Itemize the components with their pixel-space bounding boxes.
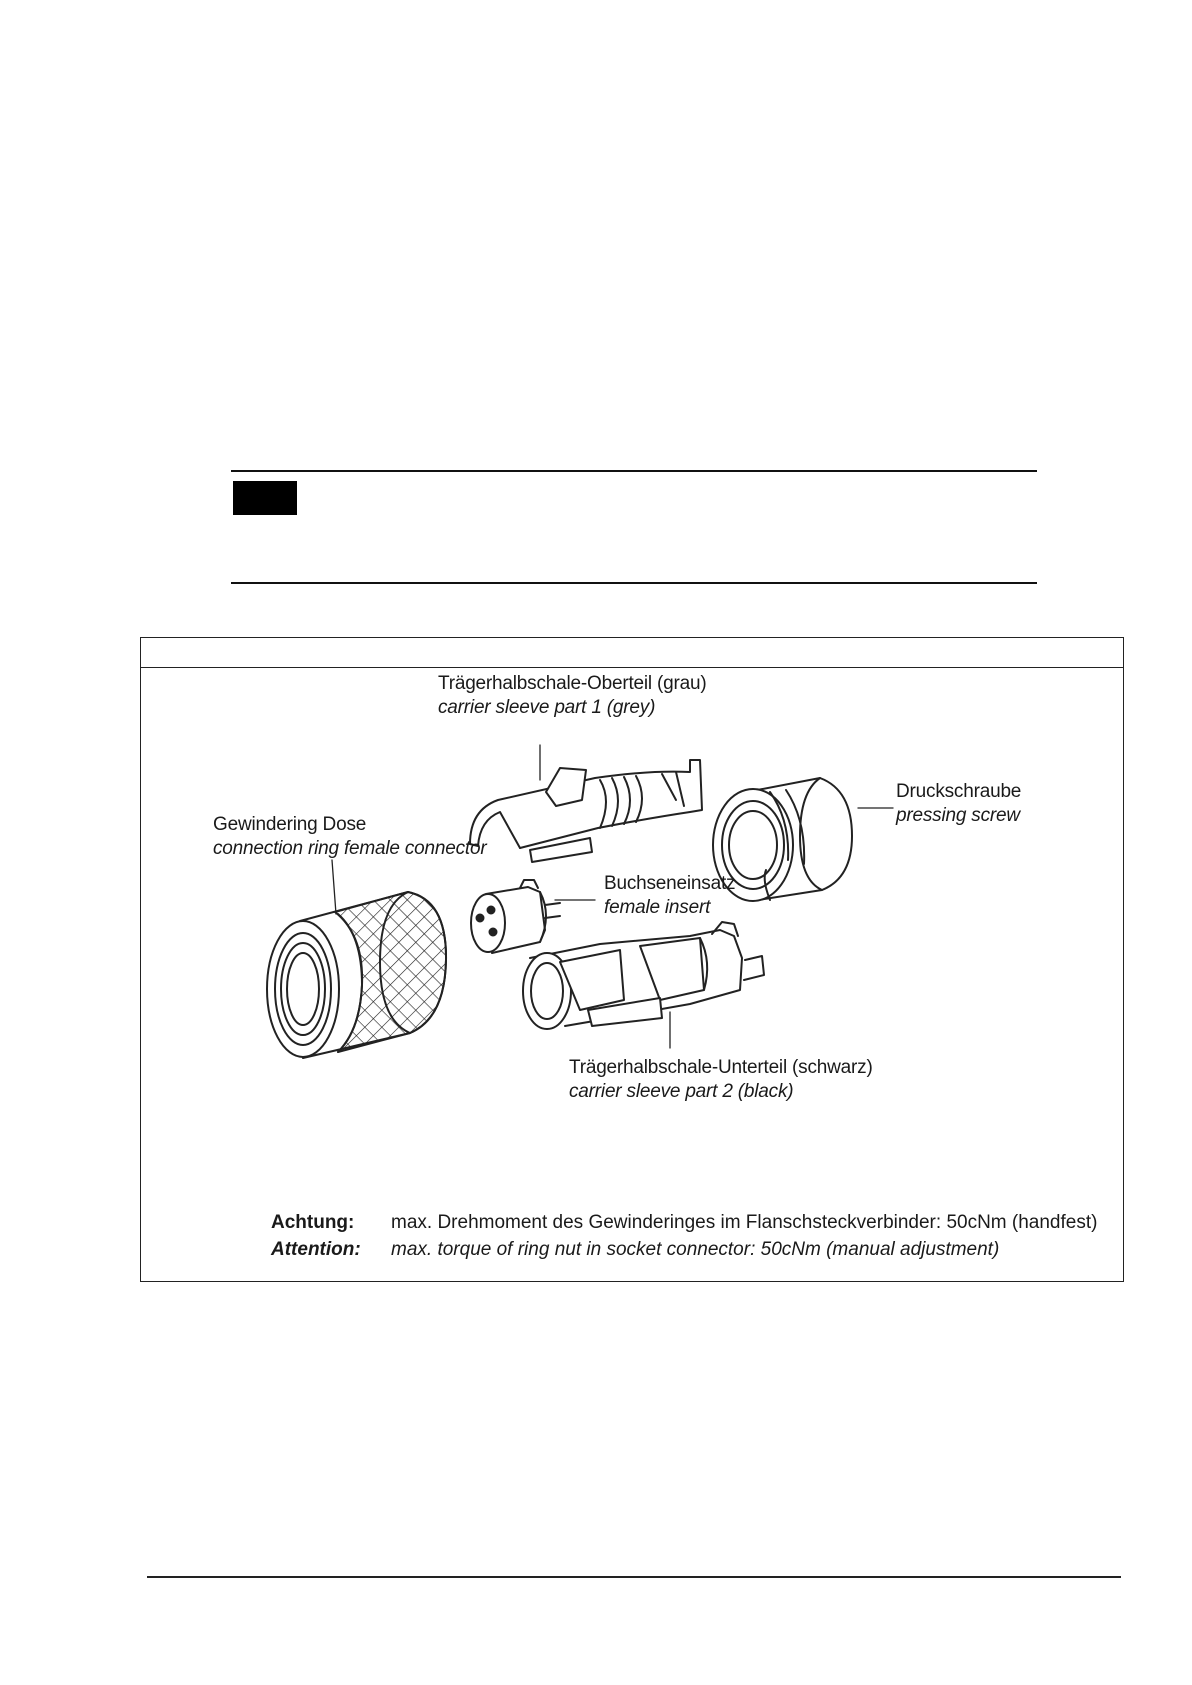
label-female-insert-de: Buchseneinsatz (604, 873, 736, 894)
label-carrier-top-de: Trägerhalbschale-Oberteil (grau) (438, 673, 707, 694)
label-carrier-top (438, 672, 707, 720)
label-female-insert (604, 872, 735, 920)
label-carrier-bottom-en: carrier sleeve part 2 (black) (569, 1081, 794, 1102)
warning-en-label: Attention: (271, 1239, 361, 1260)
label-connection-ring-en: connection ring female connector (213, 838, 487, 859)
label-carrier-bottom-de: Trägerhalbschale-Unterteil (schwarz) (569, 1057, 873, 1078)
label-pressing-screw (896, 780, 1021, 828)
carrier-top-part (470, 760, 702, 862)
label-female-insert-en: female insert (604, 897, 711, 918)
warning-de-text: max. Drehmoment des Gewinderinges im Flanschsteckverbinder: 50cNm (handfest) (391, 1212, 1098, 1233)
carrier-bottom-part (523, 922, 764, 1029)
label-connection-ring-de: Gewindering Dose (213, 814, 367, 835)
connection-ring-part (267, 892, 446, 1058)
label-connection-ring (213, 813, 487, 861)
warning-de-label: Achtung: (271, 1212, 355, 1233)
warning-en-text: max. torque of ring nut in socket connector: 50cNm (manual adjustment) (391, 1239, 1000, 1260)
label-carrier-bottom (569, 1056, 873, 1104)
label-pressing-screw-de: Druckschraube (896, 781, 1022, 802)
footer-rule (147, 1576, 1121, 1578)
female-insert-part (471, 880, 560, 953)
label-pressing-screw-en: pressing screw (896, 805, 1020, 826)
label-carrier-top-en: carrier sleeve part 1 (grey) (438, 697, 656, 718)
